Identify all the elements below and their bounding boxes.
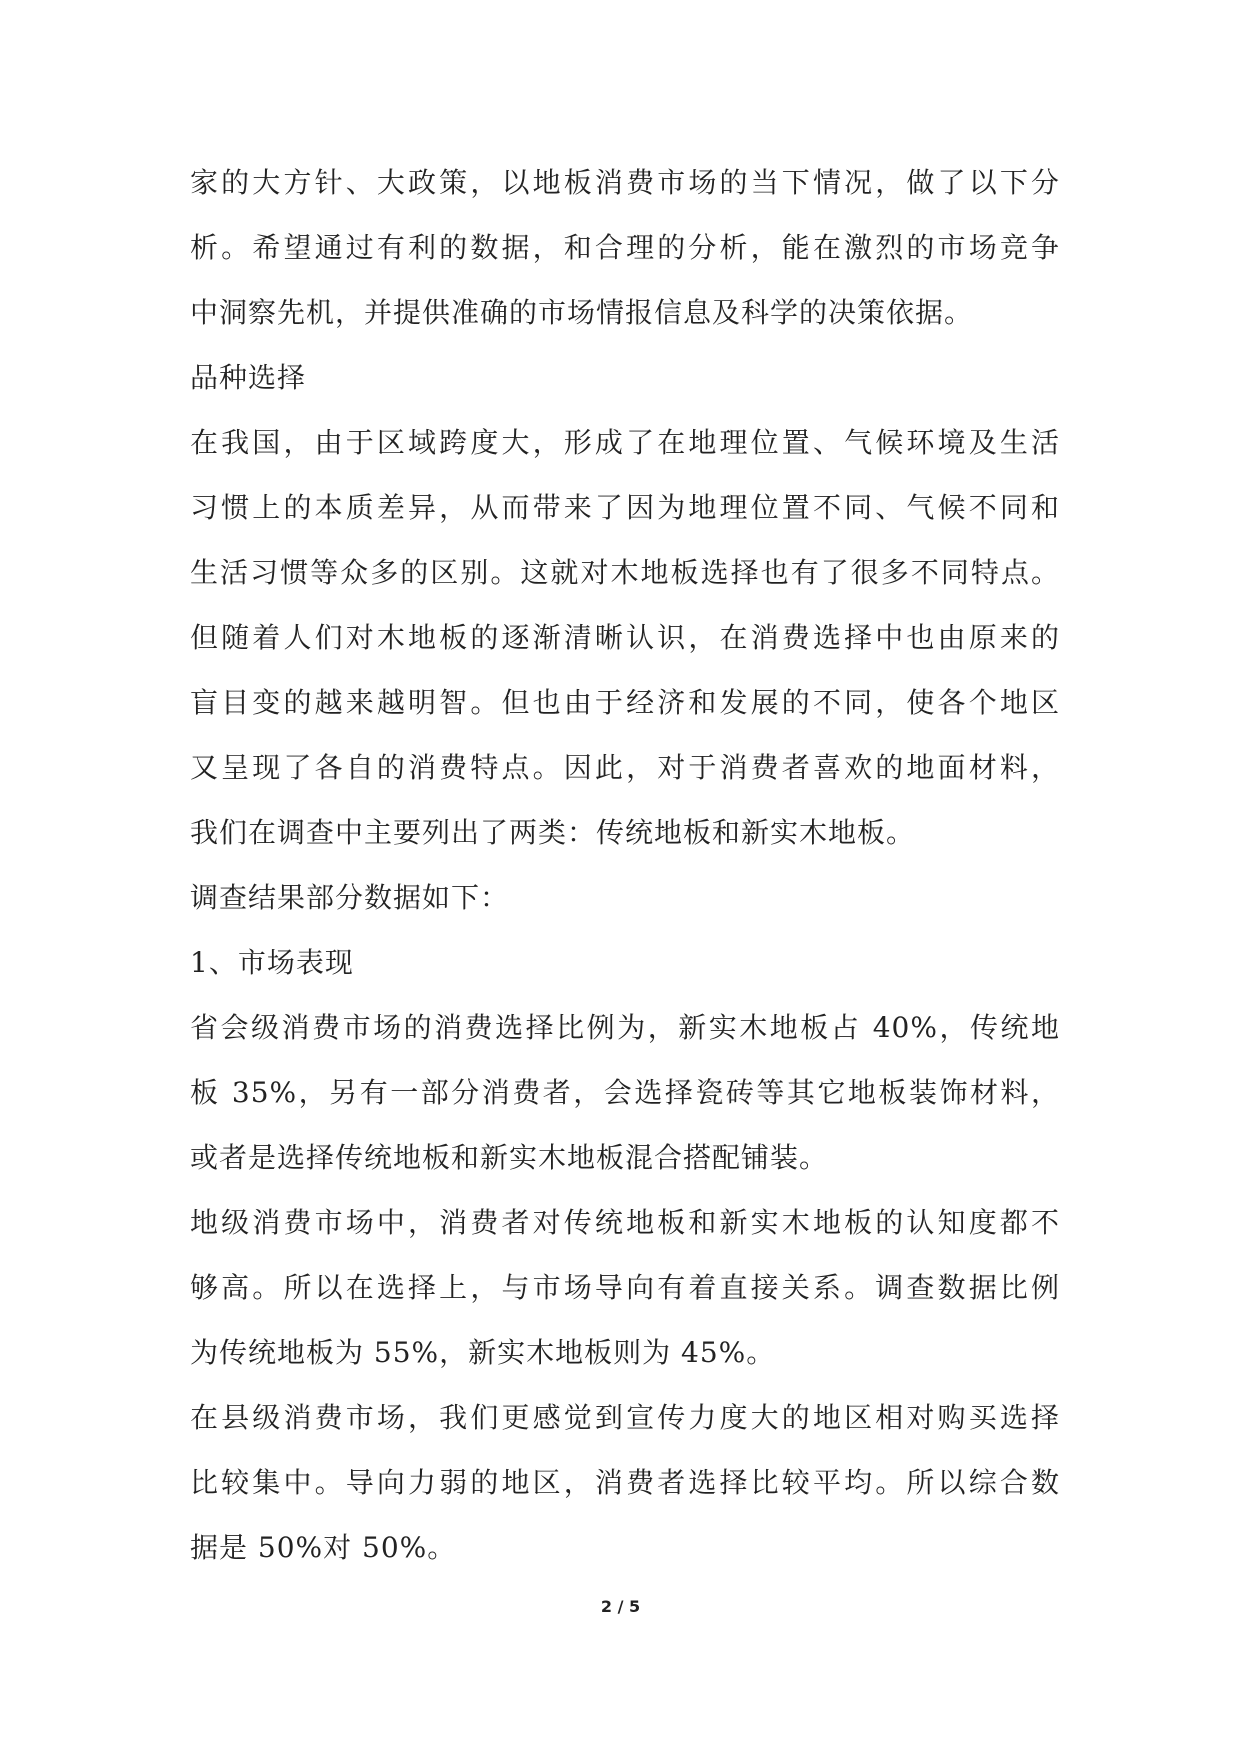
paragraph-line: 板 35%，另有一部分消费者，会选择瓷砖等其它地板装饰材料， xyxy=(190,1076,1060,1109)
paragraph-line: 但随着人们对木地板的逐渐清晰认识，在消费选择中也由原来的 xyxy=(190,621,1060,654)
paragraph-line: 析。希望通过有利的数据，和合理的分析，能在激烈的市场竞争 xyxy=(190,231,1060,264)
paragraph-line: 家的大方针、大政策，以地板消费市场的当下情况，做了以下分 xyxy=(190,166,1060,199)
paragraph-line: 省会级消费市场的消费选择比例为，新实木地板占 40%，传统地 xyxy=(190,1011,1060,1044)
page-number: 2 / 5 xyxy=(600,1597,641,1616)
paragraph-line: 据是 50%对 50%。 xyxy=(190,1531,457,1564)
paragraph-line: 在县级消费市场，我们更感觉到宣传力度大的地区相对购买选择 xyxy=(190,1401,1060,1434)
paragraph-line: 习惯上的本质差异，从而带来了因为地理位置不同、气候不同和 xyxy=(190,491,1060,524)
paragraph-line: 比较集中。导向力弱的地区，消费者选择比较平均。所以综合数 xyxy=(190,1466,1060,1499)
paragraph-line: 我们在调查中主要列出了两类：传统地板和新实木地板。 xyxy=(190,816,916,849)
paragraph-line: 或者是选择传统地板和新实木地板混合搭配铺装。 xyxy=(190,1141,829,1174)
paragraph-line: 在我国，由于区域跨度大，形成了在地理位置、气候环境及生活 xyxy=(190,426,1060,459)
paragraph-line: 调查结果部分数据如下： xyxy=(190,881,510,914)
section-heading: 品种选择 xyxy=(190,361,307,394)
paragraph-line: 中洞察先机，并提供准确的市场情报信息及科学的决策依据。 xyxy=(190,296,974,329)
paragraph-line: 生活习惯等众多的区别。这就对木地板选择也有了很多不同特点。 xyxy=(190,556,1060,589)
paragraph-line: 又呈现了各自的消费特点。因此，对于消费者喜欢的地面材料， xyxy=(190,751,1060,784)
paragraph-line: 盲目变的越来越明智。但也由于经济和发展的不同，使各个地区 xyxy=(190,686,1060,719)
paragraph-line: 地级消费市场中，消费者对传统地板和新实木地板的认知度都不 xyxy=(190,1206,1060,1239)
paragraph-line: 为传统地板为 55%，新实木地板则为 45%。 xyxy=(190,1336,776,1369)
paragraph-line: 够高。所以在选择上，与市场导向有着直接关系。调查数据比例 xyxy=(190,1271,1060,1304)
section-heading: 1、市场表现 xyxy=(190,946,354,979)
document-body xyxy=(190,150,1060,1580)
